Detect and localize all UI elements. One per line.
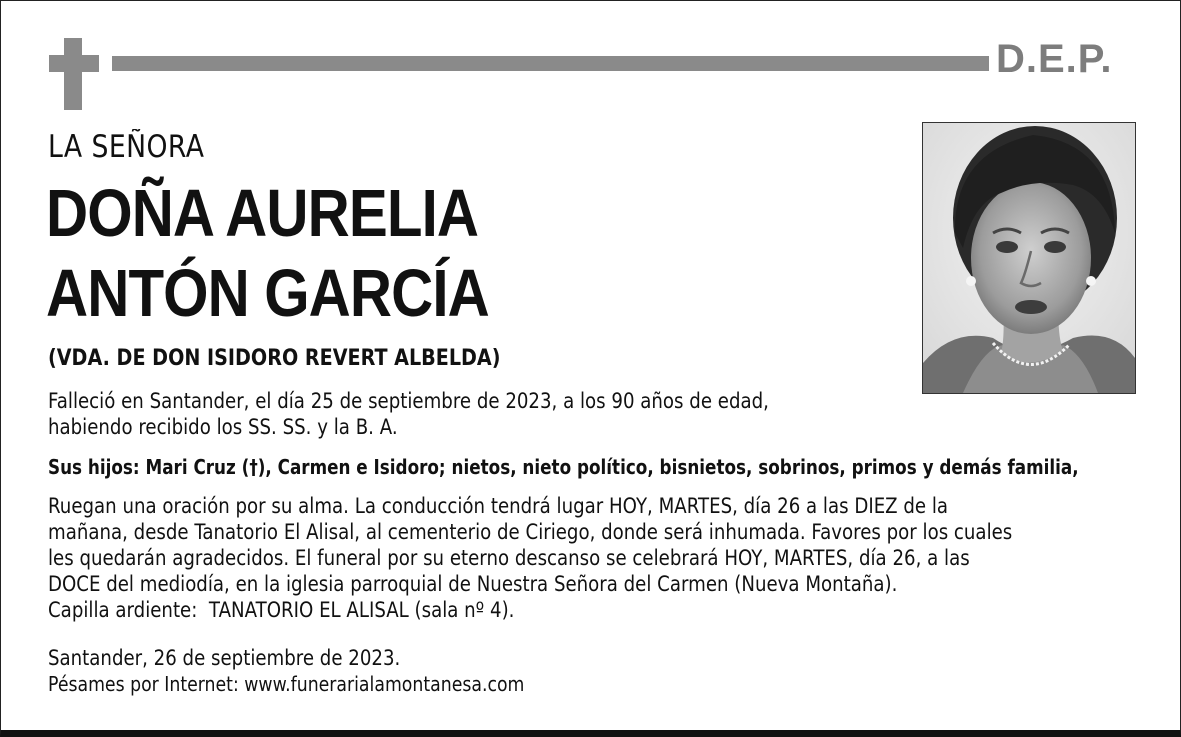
- cross-icon: [49, 38, 99, 110]
- dep-label: D.E.P.: [996, 37, 1113, 81]
- portrait-illustration: [923, 123, 1135, 393]
- family-line: Sus hijos: Mari Cruz (†), Carmen e Isidoro; nietos, nieto político, bisnietos, sobrinos, primos y demás familia,: [48, 455, 1079, 479]
- ceremony-line: Ruegan una oración por su alma. La conducción tendrá lugar HOY, MARTES, día 26 a las DIEZ de la: [48, 494, 949, 518]
- widow-of: (VDA. DE DON ISIDORO REVERT ALBELDA): [48, 346, 501, 371]
- deceased-name-line-2: ANTÓN GARCÍA: [46, 256, 489, 331]
- condolences-link[interactable]: Pésames por Internet: www.funerarialamontanesa.com: [48, 672, 525, 696]
- ceremony-line: mañana, desde Tanatorio El Alisal, al cementerio de Ciriego, donde será inhumada. Favores por los cuales: [48, 520, 1013, 544]
- deceased-name-line-1: DOÑA AURELIA: [46, 176, 479, 251]
- header-rule: [112, 56, 989, 71]
- death-line: Falleció en Santander, el día 25 de septiembre de 2023, a los 90 años de edad,: [48, 389, 769, 413]
- ceremony-line: les quedarán agradecidos. El funeral por su eterno descanso se celebrará HOY, MARTES, día 26, a las: [48, 546, 970, 570]
- place-date: Santander, 26 de septiembre de 2023.: [48, 646, 401, 670]
- ceremony-details: [48, 493, 1012, 623]
- closing: [48, 645, 524, 697]
- death-line: habiendo recibido los SS. SS. y la B. A.: [48, 415, 398, 439]
- death-details: [48, 388, 769, 440]
- ceremony-line: Capilla ardiente: TANATORIO EL ALISAL (sala nº 4).: [48, 598, 515, 622]
- ceremony-line: DOCE del mediodía, en la iglesia parroquial de Nuestra Señora del Carmen (Nueva Montaña).: [48, 572, 898, 596]
- portrait-photo: [922, 122, 1136, 394]
- honorific: LA SEÑORA: [48, 129, 205, 165]
